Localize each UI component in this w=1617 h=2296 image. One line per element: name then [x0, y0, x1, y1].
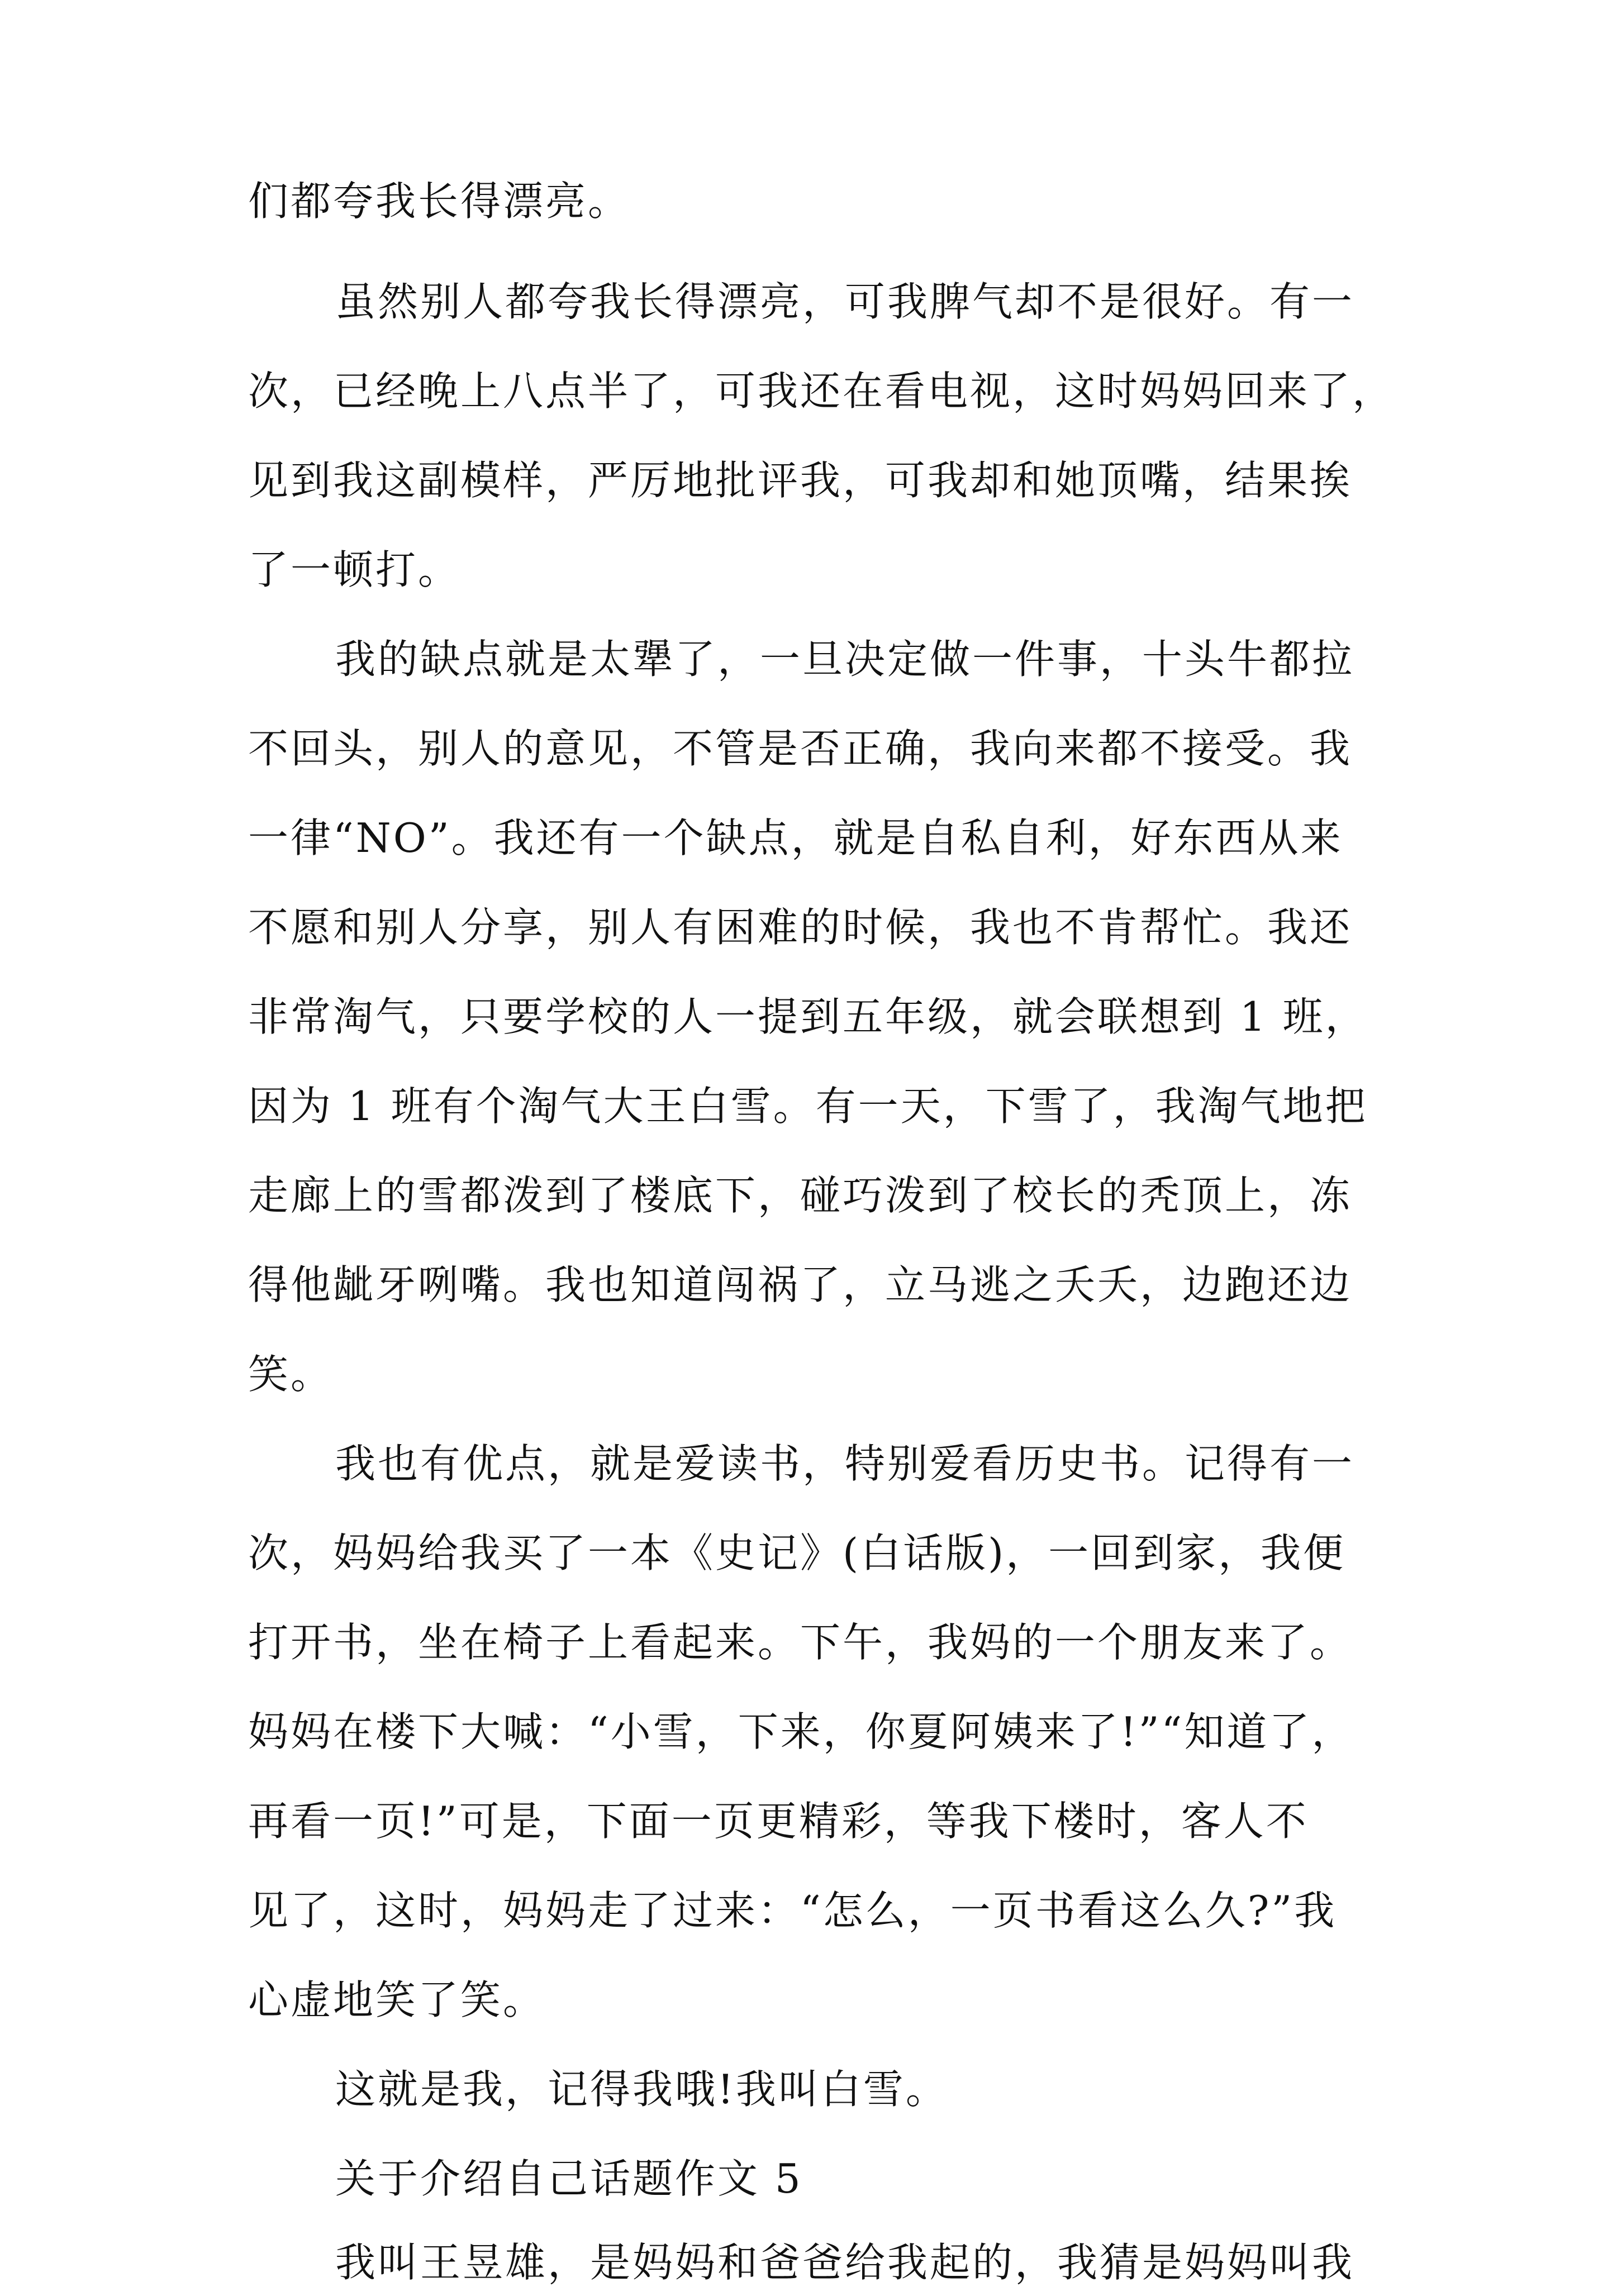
- text-line: 得他龇牙咧嘴。我也知道闯祸了，立马逃之夭夭，边跑还边: [248, 1261, 1353, 1308]
- section-heading: 关于介绍自己话题作文 5: [335, 2155, 803, 2202]
- text-line: 走廊上的雪都泼到了楼底下，碰巧泼到了校长的秃顶上，冻: [248, 1172, 1353, 1219]
- text-line: 不愿和别人分享，别人有困难的时候，我也不肯帮忙。我还: [248, 904, 1353, 951]
- text-line: 们都夸我长得漂亮。: [248, 178, 631, 225]
- text-line: 次，妈妈给我买了一本《史记》(白话版)，一回到家，我便: [248, 1530, 1346, 1576]
- text-line: 笑。: [248, 1351, 334, 1398]
- text-line: 再看一页!”可是，下面一页更精彩，等我下楼时，客人不: [248, 1798, 1309, 1845]
- text-line: 心虚地笑了笑。: [248, 1976, 546, 2023]
- text-line: 了一顿打。: [248, 546, 461, 593]
- text-line: 因为 1 班有个淘气大王白雪。有一天，下雪了，我淘气地把: [248, 1083, 1368, 1130]
- text-line: 打开书，坐在椅子上看起来。下午，我妈的一个朋友来了。: [248, 1619, 1353, 1666]
- text-line: 我也有优点，就是爱读书，特别爱看历史书。记得有一: [335, 1440, 1355, 1487]
- text-line: 不回头，别人的意见，不管是否正确，我向来都不接受。我: [248, 725, 1353, 772]
- text-line: 次，已经晚上八点半了，可我还在看电视，这时妈妈回来了，: [248, 368, 1395, 415]
- text-line: 见了，这时，妈妈走了过来：“怎么，一页书看这么久?”我: [248, 1887, 1337, 1934]
- text-line: 一律“NO”。我还有一个缺点，就是自私自利，好东西从来: [248, 814, 1343, 861]
- text-line: 虽然别人都夸我长得漂亮，可我脾气却不是很好。有一: [335, 278, 1355, 325]
- text-line: 见到我这副模样，严厉地批评我，可我却和她顶嘴，结果挨: [248, 457, 1353, 504]
- text-line: 非常淘气，只要学校的人一提到五年级，就会联想到 1 班，: [248, 993, 1368, 1040]
- text-line: 妈妈在楼下大喊：“小雪，下来，你夏阿姨来了!”“知道了，: [248, 1708, 1354, 1755]
- text-line: 我叫王昱雄，是妈妈和爸爸给我起的，我猜是妈妈叫我: [335, 2239, 1355, 2286]
- text-line: 我的缺点就是太犟了，一旦决定做一件事，十头牛都拉: [335, 636, 1355, 683]
- text-line: 这就是我，记得我哦!我叫白雪。: [335, 2066, 948, 2113]
